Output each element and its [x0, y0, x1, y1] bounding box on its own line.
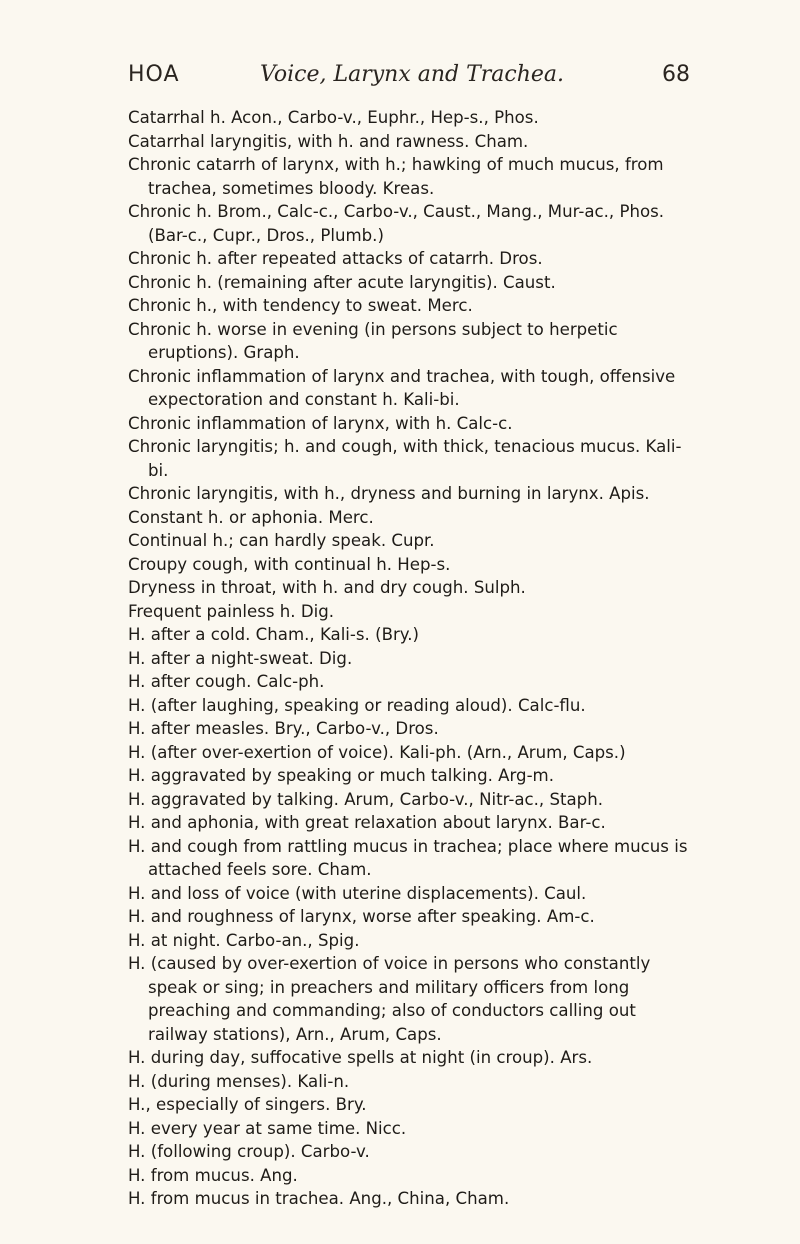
entry: Chronic h., with tendency to sweat. Merc. [128, 296, 473, 315]
page-number: 68 [662, 62, 690, 87]
entry: Croupy cough, with continual h. Hep-s. [128, 554, 451, 574]
entry: Chronic inflammation of larynx, with h. Calc-c. [128, 413, 513, 433]
entry: H. (after laughing, speaking or reading aloud). Calc-flu. [128, 695, 586, 715]
entry: Chronic h. worse in evening (in persons subject to herpetic eruptions). Graph. [128, 319, 618, 362]
repertory-entries [128, 106, 694, 1211]
entry: Chronic inflammation of larynx and trachea, with tough, offensive expectoration and constant h. Kali-bi. [128, 366, 676, 409]
entry: H. after measles. Bry., Carbo-v., Dros. [128, 719, 439, 738]
entry: H. at night. Carbo-an., Spig. [128, 930, 360, 950]
entry: Chronic h. after repeated attacks of catarrh. Dros. [128, 249, 543, 268]
entry: H., especially of singers. Bry. [128, 1095, 367, 1114]
entry: Chronic h. Brom., Calc-c., Carbo-v., Caust., Mang., Mur-ac., Phos. (Bar-c., Cupr., Dros., Plumb.) [128, 202, 665, 245]
entry: Dryness in throat, with h. and dry cough. Sulph. [128, 578, 526, 597]
header-left-word: HOA [128, 62, 180, 87]
running-header [0, 62, 800, 94]
entry: H. after a night-sweat. Dig. [128, 648, 353, 668]
entry: H. from mucus in trachea. Ang., China, Cham. [128, 1189, 510, 1208]
entry: H. (after over-exertion of voice). Kali-ph. (Arn., Arum, Caps.) [128, 742, 626, 762]
entry: Chronic catarrh of larynx, with h.; hawking of much mucus, from trachea, sometimes bloody. Kreas. [128, 155, 664, 198]
entry: H. (following croup). Carbo-v. [128, 1142, 370, 1161]
entry: Catarrhal laryngitis, with h. and rawness. Cham. [128, 131, 529, 151]
entry: H. from mucus. Ang. [128, 1165, 298, 1185]
entry: H. and roughness of larynx, worse after speaking. Am-c. [128, 907, 595, 926]
entry: H. and loss of voice (with uterine displacements). Caul. [128, 883, 587, 903]
entry: H. after cough. Calc-ph. [128, 672, 325, 691]
entry: H. every year at same time. Nicc. [128, 1118, 407, 1138]
header-title: Voice, Larynx and Trachea. [260, 62, 565, 87]
entry: H. and aphonia, with great relaxation about larynx. Bar-c. [128, 813, 606, 832]
entry: Frequent painless h. Dig. [128, 601, 335, 621]
entry: H. (caused by over-exertion of voice in persons who constantly speak or sing; in preachers and military officers from long preaching and commanding; also of conductors calling out railway stations), Arn., Arum, Caps. [128, 954, 651, 1044]
entry: H. during day, suffocative spells at night (in croup). Ars. [128, 1048, 593, 1067]
entry: H. (during menses). Kali-n. [128, 1071, 350, 1091]
entry: Catarrhal h. Acon., Carbo-v., Euphr., Hep-s., Phos. [128, 108, 539, 127]
entry: Chronic h. (remaining after acute laryngitis). Caust. [128, 272, 556, 292]
entry: H. aggravated by talking. Arum, Carbo-v., Nitr-ac., Staph. [128, 789, 604, 809]
entry: Constant h. or aphonia. Merc. [128, 507, 374, 527]
entry: Chronic laryngitis, with h., dryness and burning in larynx. Apis. [128, 484, 650, 503]
entry: H. and cough from rattling mucus in trachea; place where mucus is attached feels sore. Cham. [128, 836, 688, 879]
entry: H. aggravated by speaking or much talking. Arg-m. [128, 766, 554, 785]
entry: Continual h.; can hardly speak. Cupr. [128, 531, 435, 550]
entry: Chronic laryngitis; h. and cough, with thick, tenacious mucus. Kali-bi. [128, 437, 682, 480]
entry: H. after a cold. Cham., Kali-s. (Bry.) [128, 625, 419, 644]
